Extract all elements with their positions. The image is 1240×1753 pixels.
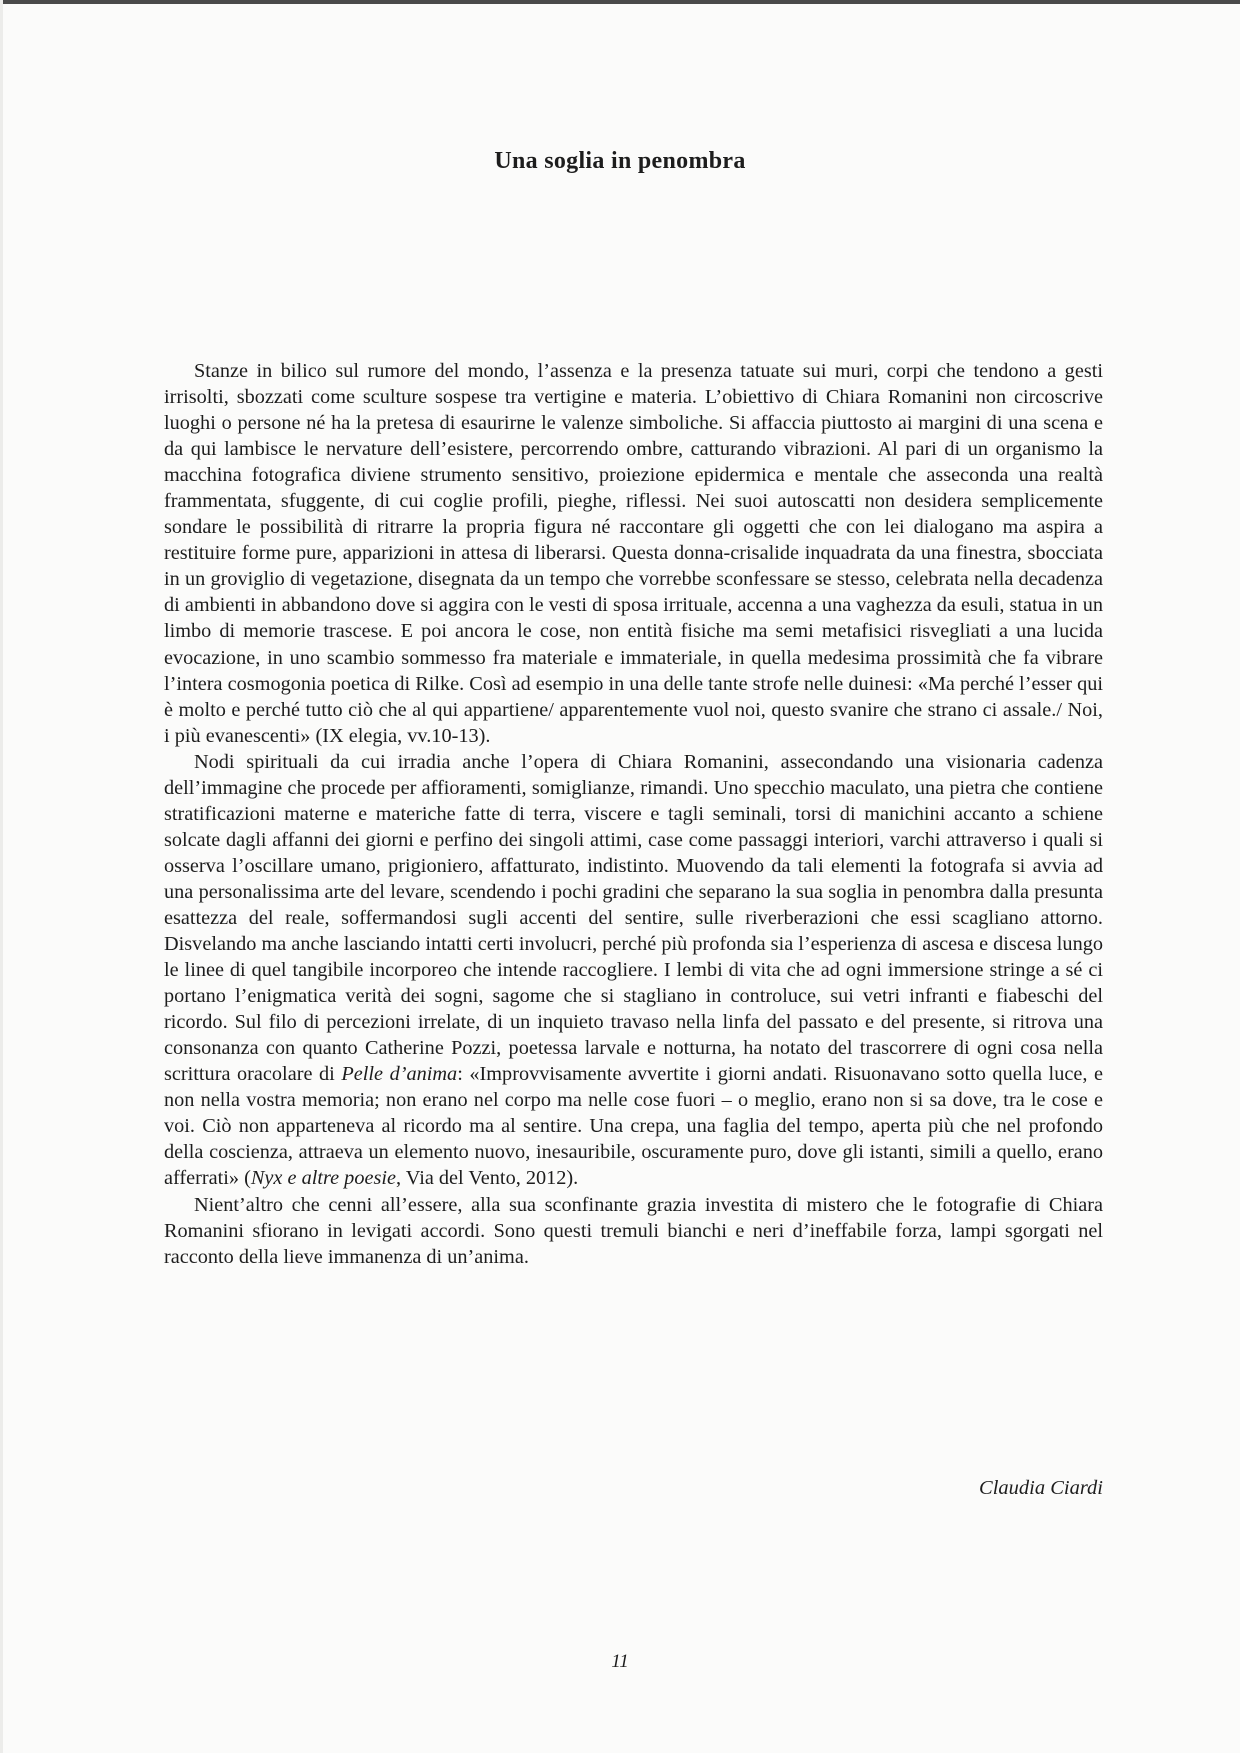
paragraph-3-text: Nient’altro che cenni all’essere, alla sua sconfinante grazia investita di mistero che le fotografie di Chiara Romanini sfiorano in levigati accordi. Sono questi tremuli bianchi e neri d’ineffabile forza, lampi sgorgati nel racconto della lieve immanenza di un’anima. (164, 1193, 1103, 1268)
paragraph-2 (164, 749, 1103, 1192)
book-title-pelle-danima: Pelle d’anima (341, 1063, 458, 1086)
page-title: Una soglia in penombra (494, 148, 746, 174)
page-edge (0, 0, 3, 1753)
author-signature: Claudia Ciardi (979, 1477, 1103, 1499)
paragraph-3 (164, 1192, 1103, 1270)
article-body (164, 358, 1103, 1270)
paragraph-2-text-a: Nodi spirituali da cui irradia anche l’opera di Chiara Romanini, assecondando una visionaria cadenza dell’immagine che procede per affioramenti, somiglianze, rimandi. Uno specchio maculato, una pietra che contiene stratificazioni materne e materiche fatte di terra, viscere e tagli seminali, torsi di manichini accanto a schiene solcate dagli affanni dei giorni e perfino dei singoli attimi, case come passaggi interiori, varchi attraverso i quali si osserva l’oscillare umano, prigioniero, affatturato, indistinto. Muovendo da tali elementi la fotografa si avvia ad una personalissima arte del levare, scendendo i pochi gradini che separano la sua soglia in penombra dalla presunta esattezza del reale, soffermandosi sugli accenti del sentire, sulle riverberazioni che essi scagliano attorno. Disvelando ma anche lasciando intatti certi involucri, perché più profonda sia l’esperienza di ascesa e discesa lungo le linee di quel tangibile incorporeo che intende raccogliere. I lembi di vita che ad ogni immersione stringe a sé ci portano l’enigmatica verità dei sogni, sagome che si stagliano in controluce, sui vetri infranti e fiabeschi del ricordo. Sul filo di percezioni irrelate, di un inquieto travaso nella linfa del passato e del presente, si ritrova una consonanza con quanto Catherine Pozzi, poetessa larvale e notturna, ha notato del trascorrere di ogni cosa nella scrittura oracolare di (164, 750, 1103, 1086)
paragraph-2-quote: : «Improvvisamente avvertite i giorni andati. Risuonavano sotto quella luce, e non nella vostra memoria; non erano nel corpo ma nelle cose fuori – o meglio, erano non si sa dove, tra le cose e voi. Ciò non apparteneva al ricordo ma al sentire. Una crepa, una faglia del tempo, aperta più che nel profondo della coscienza, attraeva un elemento nuovo, inesauribile, oscuramente puro, dove gli istanti, simili a quello, erano afferrati» ( (164, 1063, 1103, 1190)
book-title-nyx: Nyx e altre poesie (250, 1167, 396, 1190)
paragraph-1-text: Stanze in bilico sul rumore del mondo, l’assenza e la presenza tatuate sui muri, corpi che tendono a gesti irrisolti, sbozzati come sculture sospese tra vertigine e materia. L’obiettivo di Chiara Romanini non circoscrive luoghi o persone né ha la pretesa di esaurirne le valenze simboliche. Si affaccia piuttosto ai margini di una scena e da qui lambisce le nervature dell’esistere, percorrendo ombre, catturando vibrazioni. Al pari di un organismo la macchina fotografica diviene strumento sensitivo, proiezione epidermica e mentale che asseconda una realtà frammentata, sfuggente, di cui coglie profili, pieghe, riflessi. Nei suoi autoscatti non desidera semplicemente sondare le possibilità di ritrarre la propria figura né raccontare gli oggetti che con lei dialogano ma aspira a restituire forme pure, apparizioni in attesa di liberarsi. Questa donna-crisalide inquadrata da una finestra, sbocciata in un groviglio di vegetazione, disegnata da un tempo che vorrebbe sconfessare se stesso, celebrata nella decadenza di ambienti in abbandono dove si aggira con le vesti di sposa irrituale, accenna a una vaghezza da esuli, statua in un limbo di memorie trascese. E poi ancora le cose, non entità fisiche ma semi metafisici risvegliati a una lucida evocazione, in uno scambio sommesso fra materiale e immateriale, in quella medesima prossimità che fa vibrare l’intera cosmogonia poetica di Rilke. Così ad esempio in una delle tante strofe nelle duinesi: «Ma perché l’esser qui è molto e perché tutto ciò che al qui appartiene/ apparentemente vuol noi, questo svanire che strano ci assale./ Noi, i più evanescenti» (IX elegia, vv.10-13). (164, 360, 1103, 747)
top-border-rule (0, 0, 1240, 4)
paragraph-2-citation-tail: , Via del Vento, 2012). (396, 1167, 579, 1190)
paragraph-1 (164, 358, 1103, 749)
page-number: 11 (611, 1651, 629, 1672)
